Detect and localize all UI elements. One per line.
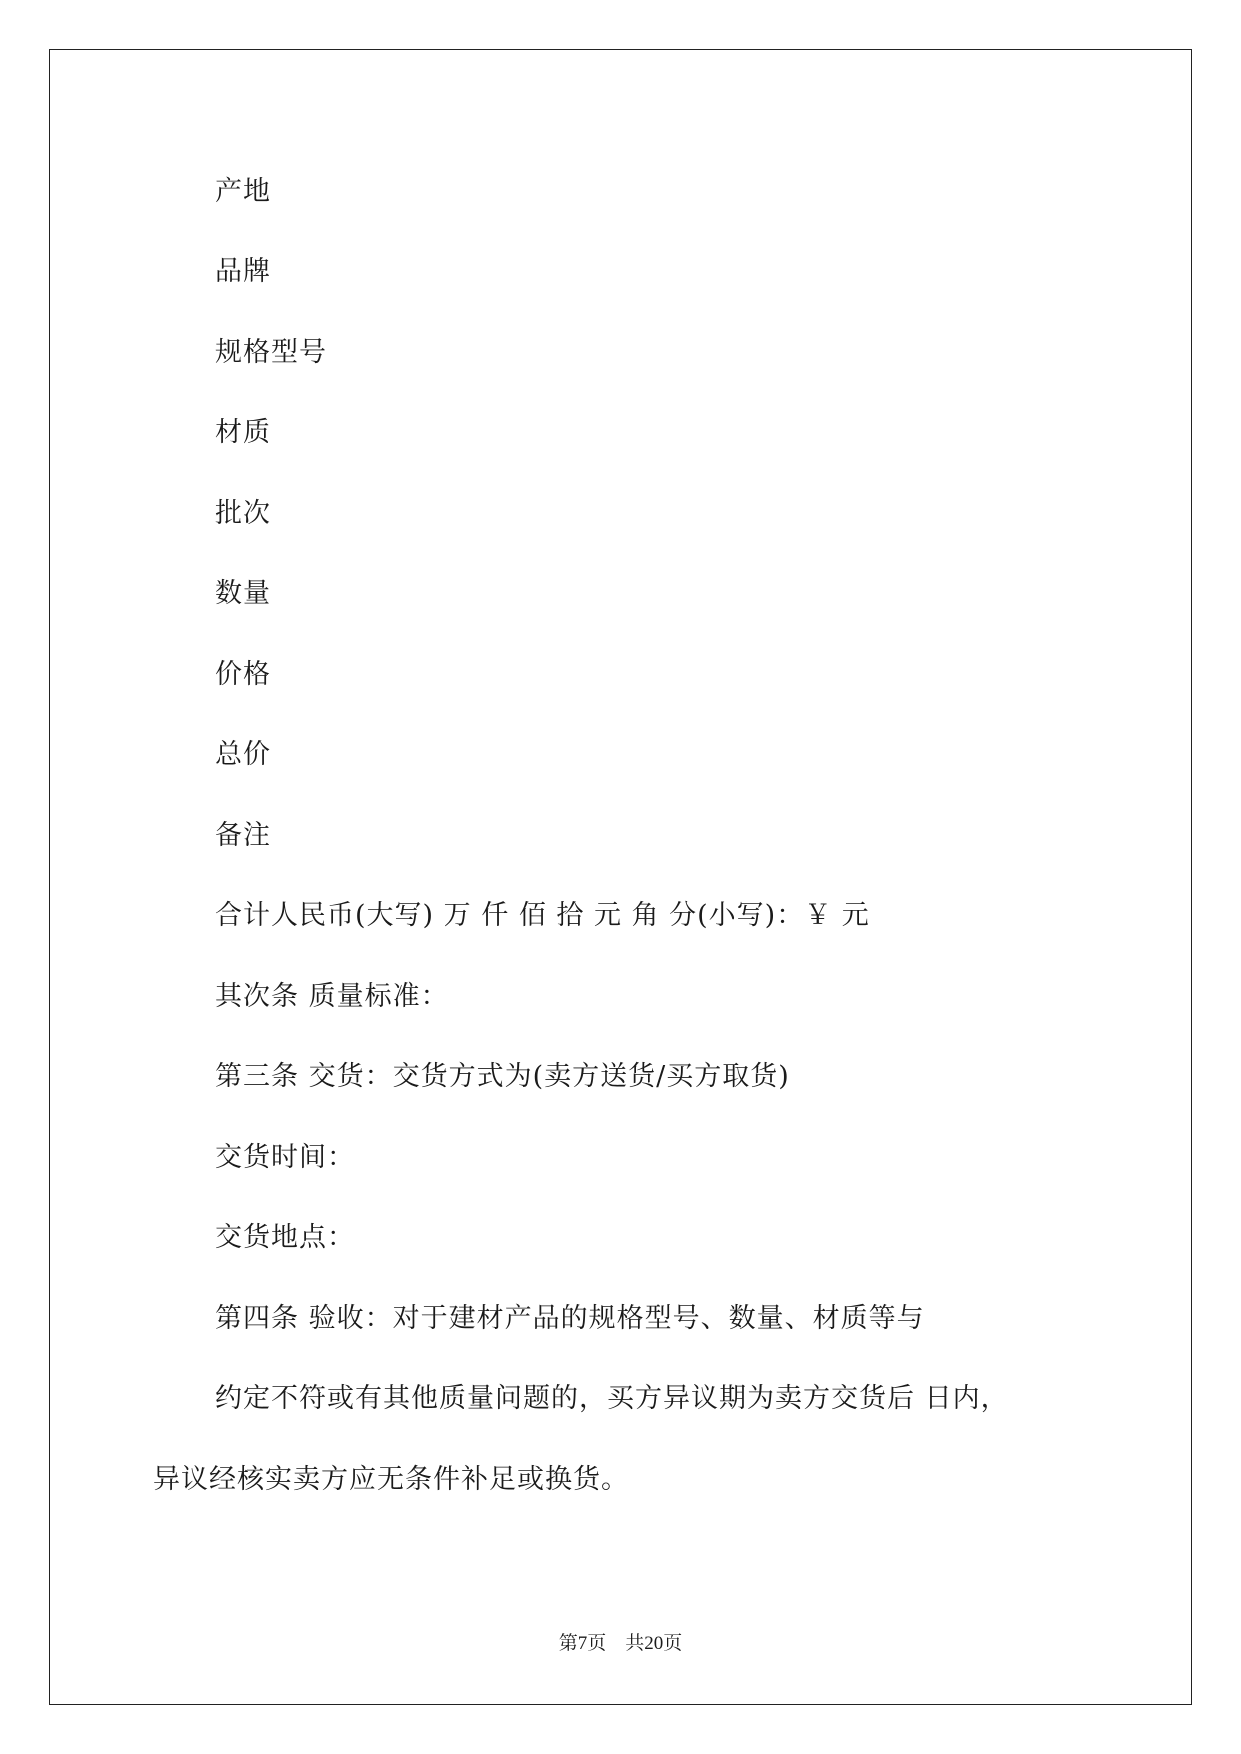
clause-3-delivery: 第三条 交货：交货方式为(卖方送货/买方取货) — [215, 1061, 790, 1092]
field-price: 价格 — [215, 659, 271, 690]
field-remarks: 备注 — [215, 820, 271, 851]
delivery-time: 交货时间： — [215, 1142, 355, 1173]
clause-4-continued: 约定不符或有其他质量问题的，买方异议期为卖方交货后 日内， — [215, 1383, 1009, 1414]
field-material: 材质 — [215, 417, 271, 448]
field-spec-model: 规格型号 — [215, 337, 327, 368]
field-quantity: 数量 — [215, 578, 271, 609]
clause-2-quality: 其次条 质量标准： — [215, 981, 449, 1012]
clause-4-acceptance: 第四条 验收：对于建材产品的规格型号、数量、材质等与 — [215, 1303, 925, 1334]
clause-4-end: 异议经核实卖方应无条件补足或换货。 — [153, 1464, 629, 1495]
field-origin: 产地 — [215, 176, 271, 207]
page-border — [49, 49, 1192, 1705]
field-batch: 批次 — [215, 498, 271, 529]
field-total-price: 总价 — [215, 739, 271, 770]
delivery-location: 交货地点： — [215, 1222, 355, 1253]
page-number-footer: 第7页 共20页 — [558, 1633, 683, 1654]
field-brand: 品牌 — [215, 256, 271, 287]
total-amount-line: 合计人民币(大写) 万 仟 佰 拾 元 角 分(小写)：￥ 元 — [215, 900, 870, 931]
